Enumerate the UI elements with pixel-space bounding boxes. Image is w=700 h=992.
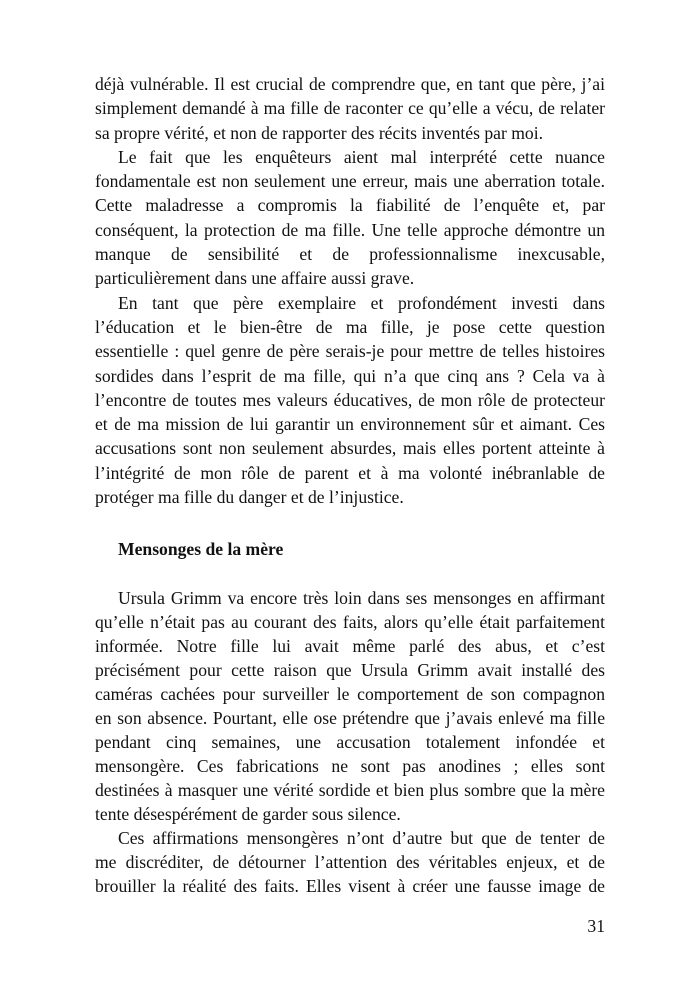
page-number: 31	[587, 916, 605, 936]
text-line: en son absence. Pourtant, elle ose prétendre que j’avais enlevé ma fille	[95, 708, 605, 728]
text-line: l’éducation et le bien-être de ma fille, je pose cette question	[95, 316, 605, 337]
section-heading: Mensonges de la mère	[118, 539, 284, 559]
body-text-section-2	[95, 586, 605, 898]
text-line: sa propre vérité, et non de rapporter des récits inventés par moi.	[95, 122, 543, 143]
text-line: simplement demandé à ma fille de raconter ce qu’elle a vécu, de relater	[95, 98, 605, 119]
text-line: Ces affirmations mensongères n’ont d’autre but que de tenter de	[118, 828, 605, 848]
text-line: qu’elle n’était pas au courant des faits, alors qu’elle était parfaitement	[95, 612, 605, 632]
text-line: destinées à masquer une vérité sordide et bien plus sombre que la mère	[95, 780, 605, 800]
text-line: mensongère. Ces fabrications ne sont pas anodines ; elles sont	[95, 756, 605, 776]
text-line: particulièrement dans une affaire aussi grave.	[95, 268, 415, 289]
text-line: déjà vulnérable. Il est crucial de comprendre que, en tant que père, j’ai	[95, 74, 605, 94]
text-line: accusations sont non seulement absurdes, mais elles portent atteinte à	[95, 438, 605, 459]
text-line: Ursula Grimm va encore très loin dans ses mensonges en affirmant	[118, 588, 605, 608]
text-line: essentielle : quel genre de père serais-je pour mettre de telles histoires	[95, 341, 605, 362]
text-line: pendant cinq semaines, une accusation totalement infondée et	[95, 732, 605, 752]
text-line: informée. Notre fille lui avait même parlé des abus, et c’est	[95, 636, 605, 656]
text-line: manque de sensibilité et de professionnalisme inexcusable,	[95, 244, 605, 265]
text-line: tente désespérément de garder sous silence.	[95, 804, 401, 824]
text-line: sordides dans l’esprit de ma fille, qui n’a que cinq ans ? Cela va à	[95, 365, 605, 386]
text-line: l’encontre de toutes mes valeurs éducatives, de mon rôle de protecteur	[95, 389, 605, 410]
text-line: protéger ma fille du danger et de l’injustice.	[95, 487, 404, 508]
text-line: précisément pour cette raison que Ursula Grimm avait installé des	[95, 660, 605, 680]
text-line: me discréditer, de détourner l’attention des véritables enjeux, et de	[95, 852, 605, 872]
text-line: et de ma mission de lui garantir un environnement sûr et aimant. Ces	[95, 414, 605, 435]
text-line: En tant que père exemplaire et profondément investi dans	[118, 292, 605, 313]
text-line: conséquent, la protection de ma fille. Une telle approche démontre un	[95, 219, 605, 240]
body-text-section-1	[95, 72, 605, 509]
text-line: fondamentale est non seulement une erreur, mais une aberration totale.	[95, 171, 605, 192]
text-line: l’intégrité de mon rôle de parent et à ma volonté inébranlable de	[95, 462, 605, 483]
text-line: caméras cachées pour surveiller le comportement de son compagnon	[95, 684, 605, 704]
text-line: Le fait que les enquêteurs aient mal interprété cette nuance	[118, 146, 605, 167]
text-line: Cette maladresse a compromis la fiabilité de l’enquête et, par	[95, 195, 605, 216]
text-line: brouiller la réalité des faits. Elles visent à créer une fausse image de	[95, 876, 605, 896]
